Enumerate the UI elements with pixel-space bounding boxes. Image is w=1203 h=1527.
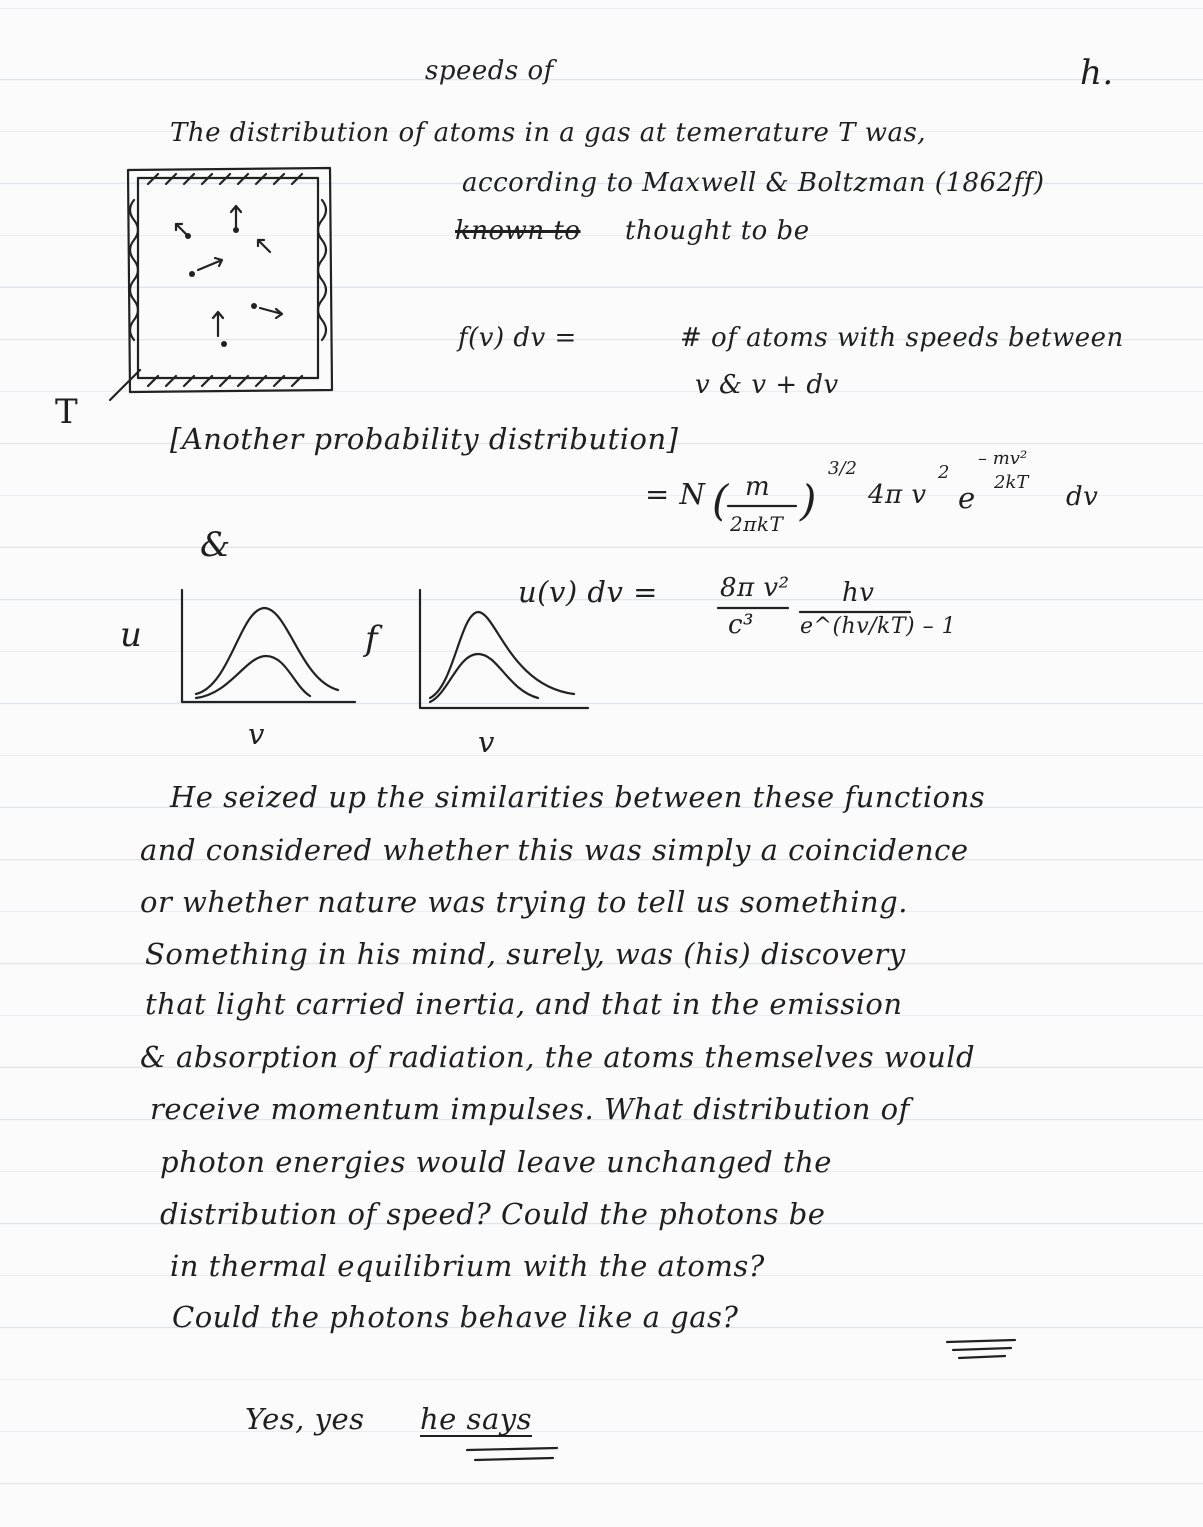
graph-f-axes [398, 590, 598, 715]
planck-num-2: hv [842, 578, 875, 608]
planck-den-1: c³ [728, 610, 754, 640]
paragraph-line-10: in thermal equilibrium with the atoms? [170, 1249, 765, 1283]
paragraph-line-5: that light carried inertia, and that in the emission [145, 987, 903, 1021]
maxwell-frac-bar [728, 504, 798, 508]
definition-lhs: f(v) dv = [458, 323, 577, 353]
gas-box-sketch [120, 160, 340, 400]
maxwell-exp-den: 2kT [994, 472, 1029, 493]
maxwell-frac-den: 2πkT [730, 512, 784, 536]
maxwell-paren-close: ) [800, 476, 817, 525]
graph-u-ylabel: u [120, 615, 143, 655]
intro-line-2: according to Maxwell & Boltzman (1862ff) [462, 168, 1045, 198]
paragraph-line-7: receive momentum impulses. What distribution of [150, 1092, 910, 1126]
graph-u-axes [160, 590, 360, 710]
planck-den-2: e^(hv/kT) – 1 [800, 614, 957, 639]
maxwell-e: e [958, 481, 976, 515]
intro-struck-text: known to [455, 216, 581, 246]
gas-emphasis-underline [945, 1338, 1025, 1368]
maxwell-body: 4π v [868, 480, 927, 510]
margin-mark: T [55, 392, 79, 432]
maxwell-eq: = N [645, 477, 706, 511]
planck-lhs: u(v) dv = [518, 575, 658, 609]
maxwell-dv: dv [1066, 482, 1099, 512]
closing-says: he says [420, 1402, 532, 1436]
paragraph-line-3: or whether nature was trying to tell us something. [140, 885, 908, 919]
maxwell-frac-num: m [745, 472, 771, 502]
graph-f-ylabel: f [365, 619, 379, 659]
intro-line-3: thought to be [625, 216, 810, 246]
maxwell-paren-open: ( [712, 476, 729, 525]
planck-num-1: 8π v² [720, 573, 790, 603]
graph-u-xlabel: v [248, 717, 265, 751]
paragraph-line-9: distribution of speed? Could the photons be [160, 1197, 826, 1231]
closing-yes: Yes, yes [245, 1402, 365, 1436]
maxwell-exp-num: – mv² [978, 448, 1028, 469]
maxwell-exponent-3-2: 3/2 [828, 458, 857, 479]
graph-f-xlabel: v [478, 725, 495, 759]
page-number: h. [1080, 53, 1114, 93]
definition-range: v & v + dv [695, 370, 839, 400]
paragraph-line-2: and considered whether this was simply a coincidence [140, 833, 969, 867]
paragraph-line-1: He seized up the similarities between these functions [170, 780, 986, 814]
paragraph-line-4: Something in his mind, surely, was (his) discovery [145, 937, 906, 971]
definition-rhs: # of atoms with speeds between [680, 323, 1124, 353]
maxwell-square: 2 [938, 462, 950, 483]
header-note: speeds of [425, 56, 554, 86]
paragraph-line-6: & absorption of radiation, the atoms themselves would [140, 1040, 976, 1074]
ampersand: & [200, 525, 231, 565]
paragraph-line-8: photon energies would leave unchanged the [160, 1145, 832, 1179]
bracket-note: [Another probability distribution] [170, 422, 679, 456]
intro-line-1: The distribution of atoms in a gas at temerature T was, [170, 118, 927, 148]
paragraph-line-11: Could the photons behave like a gas? [172, 1300, 739, 1334]
says-double-underline [465, 1446, 565, 1470]
